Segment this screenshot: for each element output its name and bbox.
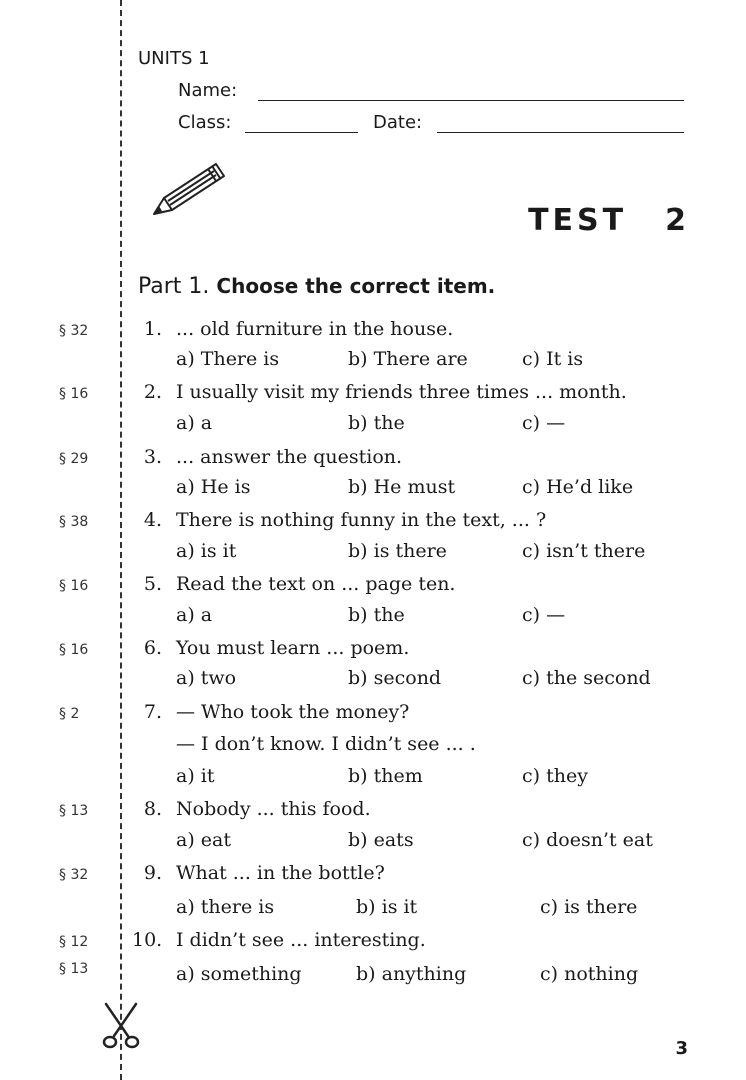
section-ref: § 16 (59, 386, 89, 402)
question-text: There is nothing funny in the text, ... ? (176, 509, 547, 531)
section-ref: § 32 (59, 323, 89, 339)
scissors-icon (100, 1002, 142, 1050)
option-a[interactable]: a) two (176, 667, 237, 689)
name-field-line[interactable] (258, 100, 684, 101)
option-c[interactable]: c) isn’t there (522, 540, 646, 562)
question-number: 7. (143, 701, 162, 723)
test-word: TEST (528, 203, 628, 238)
date-field-line[interactable] (437, 132, 684, 133)
question-number: 4. (143, 509, 162, 531)
section-ref: § 13 (59, 803, 89, 819)
section-ref: § 2 (59, 706, 80, 722)
option-b[interactable]: b) He must (348, 476, 456, 498)
option-b[interactable]: b) eats (348, 829, 414, 851)
question-number: 1. (143, 318, 162, 340)
option-c[interactable]: c) He’d like (522, 476, 634, 498)
option-b[interactable]: b) second (348, 667, 442, 689)
question-text: I usually visit my friends three times ... month. (176, 381, 627, 403)
option-a[interactable]: a) there is (176, 896, 275, 918)
option-a[interactable]: a) There is (176, 348, 280, 370)
part-heading (138, 274, 495, 299)
question-number: 10. (132, 929, 163, 951)
option-b[interactable]: b) anything (356, 963, 467, 985)
section-ref: § 16 (59, 642, 89, 658)
section-ref: § 38 (59, 514, 89, 530)
option-c[interactable]: c) It is (522, 348, 584, 370)
option-b[interactable]: b) the (348, 604, 405, 626)
option-a[interactable]: a) is it (176, 540, 237, 562)
pencil-icon (150, 156, 228, 218)
date-label: Date: (373, 112, 423, 133)
option-b[interactable]: b) them (348, 765, 423, 787)
option-b[interactable]: b) the (348, 412, 405, 434)
question-text: Nobody ... this food. (176, 798, 371, 820)
question-text: — Who took the money? (176, 701, 410, 723)
question-text: ... answer the question. (176, 446, 403, 468)
part-label: Part 1. (138, 274, 210, 299)
page-number: 3 (675, 1038, 688, 1059)
option-a[interactable]: a) a (176, 412, 213, 434)
question-text: ... old furniture in the house. (176, 318, 454, 340)
option-c[interactable]: c) the second (522, 667, 651, 689)
option-c[interactable]: c) doesn’t eat (522, 829, 653, 851)
cut-line (120, 0, 122, 1080)
option-c[interactable]: c) — (522, 412, 566, 434)
question-number: 2. (143, 381, 162, 403)
question-number: 5. (143, 573, 162, 595)
test-title (528, 203, 686, 238)
section-ref: § 12 (59, 934, 89, 950)
question-text: Read the text on ... page ten. (176, 573, 456, 595)
question-text: I didn’t see ... interesting. (176, 929, 426, 951)
section-ref: § 16 (59, 578, 89, 594)
option-b[interactable]: b) is there (348, 540, 447, 562)
question-text-line-2: — I don’t know. I didn’t see ... . (176, 733, 476, 755)
part-instruction: Choose the correct item. (216, 274, 496, 298)
option-a[interactable]: a) it (176, 765, 215, 787)
option-a[interactable]: a) a (176, 604, 213, 626)
option-c[interactable]: c) — (522, 604, 566, 626)
test-number: 2 (665, 203, 686, 238)
question-text: You must learn ... poem. (176, 637, 410, 659)
option-a[interactable]: a) He is (176, 476, 251, 498)
question-number: 3. (143, 446, 162, 468)
option-c[interactable]: c) is there (540, 896, 638, 918)
question-number: 8. (143, 798, 162, 820)
class-field-line[interactable] (245, 132, 358, 133)
option-a[interactable]: a) eat (176, 829, 231, 851)
option-c[interactable]: c) nothing (540, 963, 639, 985)
option-c[interactable]: c) they (522, 765, 588, 787)
option-a[interactable]: a) something (176, 963, 302, 985)
question-number: 6. (143, 637, 162, 659)
question-number: 9. (143, 862, 162, 884)
section-ref: § 32 (59, 867, 89, 883)
units-label: UNITS 1 (138, 48, 210, 69)
section-ref: § 29 (59, 451, 89, 467)
section-ref-2: § 13 (59, 961, 89, 977)
name-label: Name: (178, 80, 238, 101)
option-b[interactable]: b) is it (356, 896, 418, 918)
option-b[interactable]: b) There are (348, 348, 468, 370)
question-text: What ... in the bottle? (176, 862, 385, 884)
class-label: Class: (178, 112, 232, 133)
